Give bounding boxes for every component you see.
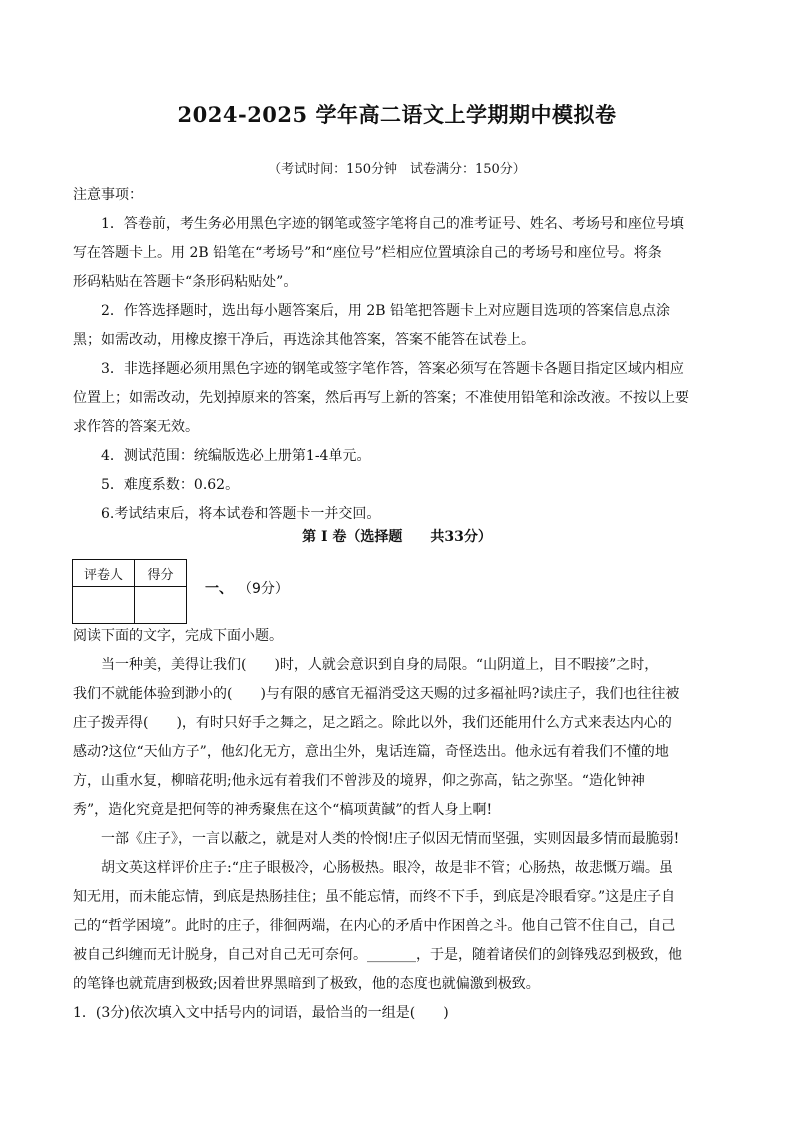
score-table bbox=[72, 559, 187, 624]
section-title: 第 I 卷（选择题 共33分） bbox=[302, 529, 492, 545]
notes-line: 位置上；如需改动，先划掉原来的答案，然后再写上新的答案；不准使用铅笔和涂改液。不按以上要 bbox=[73, 390, 689, 406]
passage-line: 知无用，而未能忘情，到底是热肠挂住；虽不能忘情，而终不下手，到底是冷眼看穿。”这是庄子自 bbox=[73, 889, 676, 905]
notes-line: 2．作答选择题时，选出每小题答案后，用 2B 铅笔把答题卡上对应题目选项的答案信息点涂 bbox=[101, 303, 671, 319]
exam-info: （考试时间：150分钟 试卷满分：150分） bbox=[268, 162, 526, 177]
notes-line: 黑；如需改动，用橡皮擦干净后，再选涂其他答案，答案不能答在试卷上。 bbox=[73, 332, 535, 348]
question-1: 1．(3分)依次填入文中括号内的词语，最恰当的一组是( ) bbox=[73, 1005, 449, 1021]
notes-section bbox=[73, 181, 723, 529]
passage-line: 方，山重水复，柳暗花明;他永远有着我们不曾涉及的境界，仰之弥高，钻之弥坚。“造化钟神 bbox=[73, 773, 645, 789]
passage-line: 秀”，造化究竟是把何等的神秀聚焦在这个“槁项黄馘”的哲人身上啊! bbox=[73, 802, 493, 818]
notes-line: 4．测试范围：统编版选必上册第1-4单元。 bbox=[101, 448, 371, 464]
notes-line: 形码粘贴在答题卡“条形码粘贴处”。 bbox=[73, 274, 298, 290]
passage-line: 胡文英这样评价庄子:“庄子眼极冷，心肠极热。眼冷，故是非不管；心肠热，故悲慨万端。虽 bbox=[101, 860, 673, 876]
reading-passage bbox=[73, 622, 723, 1028]
grader-cell bbox=[73, 587, 135, 624]
notes-line: 5．难度系数：0.62。 bbox=[101, 477, 240, 493]
passage-line: 一部《庄子》，一言以蔽之，就是对人类的怜悯!庄子似因无情而坚强，实则因最多情而最脆弱! bbox=[101, 831, 680, 847]
notes-line: 求作答的答案无效。 bbox=[73, 419, 199, 435]
score-cell bbox=[135, 587, 187, 624]
notes-line: 写在答题卡上。用 2B 铅笔在“考场号”和“座位号”栏相应位置填涂自己的考场号和座位号。将条 bbox=[73, 245, 662, 261]
passage-line: 庄子拨弄得( )，有时只好手之舞之，足之蹈之。除此以外，我们还能用什么方式来表达内心的 bbox=[73, 715, 672, 731]
grader-header: 评卷人 bbox=[73, 560, 135, 587]
notes-line: 3．非选择题必须用黑色字迹的钢笔或签字笔作答，答案必须写在答题卡各题目指定区域内相应 bbox=[101, 361, 684, 377]
part-label bbox=[205, 578, 289, 598]
notes-line: 1．答卷前，考生务必用黑色字迹的钢笔或签字笔将自己的准考证号、姓名、考场号和座位号填 bbox=[101, 216, 684, 232]
passage-line: 感动?这位“天仙方子”，他幻化无方，意出尘外，鬼话连篇，奇怪迭出。他永远有着我们不懂的地 bbox=[73, 744, 669, 760]
score-header: 得分 bbox=[135, 560, 187, 587]
notes-line: 6.考试结束后，将本试卷和答题卡一并交回。 bbox=[101, 506, 381, 522]
passage-line: 当一种美，美得让我们( )时，人就会意识到自身的局限。“山阴道上，目不暇接”之时， bbox=[101, 657, 659, 673]
passage-line: 的笔锋也就荒唐到极致;因着世界黑暗到了极致，他的态度也就偏激到极致。 bbox=[73, 976, 540, 992]
passage-line: 被自己纠缠而无计脱身，自己对自己无可奈何。_______，于是，随着诸侯们的剑锋残忍到极致，他 bbox=[73, 947, 682, 963]
notes-heading: 注意事项： bbox=[73, 187, 143, 203]
part-points: （9分） bbox=[245, 581, 289, 597]
passage-line: 己的“哲学困境”。此时的庄子，徘徊两端，在内心的矛盾中作困兽之斗。他自己管不住自己，自己 bbox=[73, 918, 676, 934]
page-title: 2024-2025 学年高二语文上学期期中模拟卷 bbox=[177, 102, 617, 127]
part-number: 一、 bbox=[205, 581, 233, 597]
reading-instruction: 阅读下面的文字，完成下面小题。 bbox=[73, 628, 283, 644]
passage-line: 我们不就能体验到渺小的( )与有限的感官无福消受这天赐的过多福祉吗?读庄子，我们也往往被 bbox=[73, 686, 680, 702]
